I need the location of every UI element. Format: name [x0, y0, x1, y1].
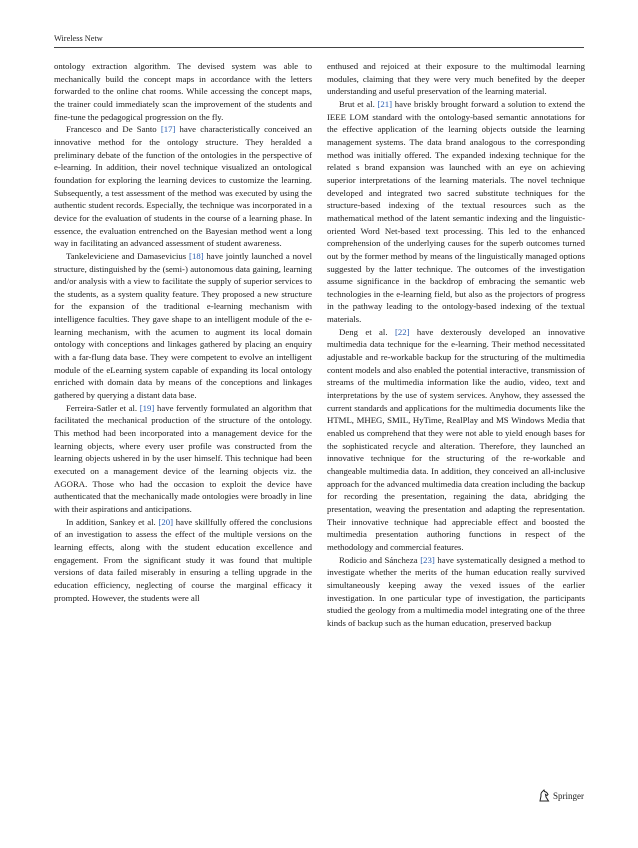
paragraph-text: Brut et al. — [339, 98, 378, 109]
citation-link[interactable]: [17] — [160, 124, 176, 135]
citation-link[interactable]: [22] — [394, 326, 410, 337]
springer-horse-icon — [538, 789, 550, 802]
paragraph-text: have briskly brought forward a solution to extend the IEEE LOM standard with the ontology-based semantic annotations for the effective application of the learning objects outside the learning management systems. The data brand analogous to the corresponding method was initially offered. The expanded indexing technique for the related s brand expansion was launched with an eye on achieving superior interpretations of the learning materials. The novel technique developed and integrated two sacred substitute techniques for the structure-based indexing of the textual resources such as the mathematical method of the latent semantic indexing and the linguistic-oriented Word Net-based text processing. This led to the enhanced comprehension of the underlying causes for the superb outcomes turned out by the former method by means of the linguistically managed options suggested by the latter technique. The outcomes of the investigation assume significance in the backdrop of embracing the semantic web technologies in the e-learning field, but also as the projectors of progress in the pathway leading to the ontology-based indexing of the textual materials. — [327, 98, 586, 325]
citation-link[interactable]: [23] — [420, 554, 435, 565]
paragraph-text: enthused and rejoiced at their exposure to the multimodal learning modules, claiming that they were very much benefited by the deeper understanding and useful preservation of the learning material. — [327, 61, 585, 97]
publisher-footer — [538, 789, 584, 802]
paragraph — [54, 402, 312, 516]
paragraph-text: In addition, Sankey et al. — [66, 516, 159, 527]
paragraph-text: Deng et al. — [339, 326, 395, 337]
right-column — [327, 60, 585, 630]
paragraph-text: have jointly launched a novel structure, distinguished by the (semi-) autonomous data gaining, learning and/or analysis with a view to facilitate the supply of superior services to the students, as a system quality feature. They proposed a new structure for the expansion of the traditional e-learning mechanism with intelligence faculties. They gave shape to an intelligent module of the e-learning mechanism, with the acumen to augment its local domain ontology with conceptions and linkages gathered by placing an enquiry with a far-flung data base. They were competent to evolve an intelligent module of the eLearning system capable of expanding its local ontology enriched with domain data by means of the conceptions and linkages gathered by querying a distant data base. — [54, 250, 313, 401]
paragraph — [54, 516, 312, 605]
paragraph — [327, 554, 585, 630]
paragraph-text: have fervently formulated an algorithm that facilitated the mechanical production of the structure of the ontology. This method had been incorporated into a management device for the learning objects, where every user profile was constructed from the learning objects ushered in by the user himself. This technique had been executed on a management device of the learning objects viz. the AGORA. Those who had the occasion to exploit the device have authenticated that the mechanically made ontologies were broadly in line with their aspirations and anticipations. — [54, 402, 312, 514]
paragraph-text: Rodicio and Sáncheza — [339, 554, 421, 565]
paragraph — [327, 98, 585, 326]
citation-link[interactable]: [21] — [377, 98, 393, 109]
paragraph-text: have characteristically conceived an innovative method for the ontology structure. They heralded a preliminary debate of the function of the ontologies in the perspective of e-learning. In addition, their novel technique visualized an ontological foundation for exploring the learning devices to customize the learning. Subsequently, a test assessment of the method was executed by using the authentic student records. Especially, the technique was incorporated in a device for the evaluation of students in the course of a learning phase. In essence, the evaluation entrenched on the Bayesian method went a long way in facilitating an advanced assessment of student awareness. — [54, 124, 312, 249]
paragraph — [327, 326, 585, 554]
paragraph-text: Ferreira-Satler et al. — [66, 402, 140, 413]
running-header: Wireless Netw — [54, 34, 103, 43]
paragraph — [54, 123, 312, 250]
paragraph-text: have systematically designed a method to investigate whether the merits of the human education really survived simultaneously keeping away the vexed issues of the earlier investigation. In one particular type of investigation, the participants studied the geology from a multimedia model integrating one of the three kinds of backup such as the human education, preserved backup — [327, 554, 585, 628]
paragraph — [54, 60, 312, 123]
paragraph — [54, 250, 312, 402]
citation-link[interactable]: [18] — [189, 250, 204, 261]
citation-link[interactable]: [19] — [139, 402, 155, 413]
header-rule — [54, 47, 584, 48]
paragraph-text: have skillfully offered the conclusions of an investigation to assess the effect of the multiple versions on the learning effects, along with the student education excellence and engagement. From the significant study it was found that multiple versions of data failed miserably in ensuring a telling upgrade in the education efficiency, neglecting of course the marginal efficacy it prompted. However, the students were all — [54, 516, 312, 603]
left-column — [54, 60, 312, 604]
citation-link[interactable]: [20] — [158, 516, 174, 527]
publisher-name: Springer — [553, 790, 584, 801]
paragraph — [327, 60, 585, 98]
paragraph-text: have dexterously developed an innovative multimedia data technique for the e-learning. Their method necessitated adjustable and re-workable backup for the structuring of the multimedia content models and also enabled the potential interactive, transmission of streams of the multimedia information like the audio, video, text and interpretations by the use of system services. Anyhow, they assessed the current standards and applications for the multimedia documents like the HTML, MHEG, SMIL, HyTime, RealPlay and MS Windows Media that enabled us comprehend that they were not able to yield enough bases for the sophisticated recycle and alteration. Therefore, they launched an innovative technique for the structuring of the re-workable and changeable multimedia data. In addition, they conceived an all-inclusive approach for the advanced multimedia data creation including the backup for recording the presentation, regaining the data, abridging the presentation, weaving the presentation and adapting the representation. Their innovative technique had appreciable effect and boosted the multimedia presentation authoring functions in respect of the methodology and commercial features. — [327, 326, 585, 552]
paragraph-text: Francesco and De Santo — [66, 124, 161, 135]
paragraph-text: Tankeleviciene and Damasevicius — [66, 250, 190, 261]
paragraph-text: ontology extraction algorithm. The devised system was able to mechanically build the concept maps in accordance with the letters forwarded to the online chat rooms. While accessing the concept maps, the trainer could immediately scan the improvement of the students and fine-tune the pedagogical progression on the fly. — [54, 61, 312, 122]
